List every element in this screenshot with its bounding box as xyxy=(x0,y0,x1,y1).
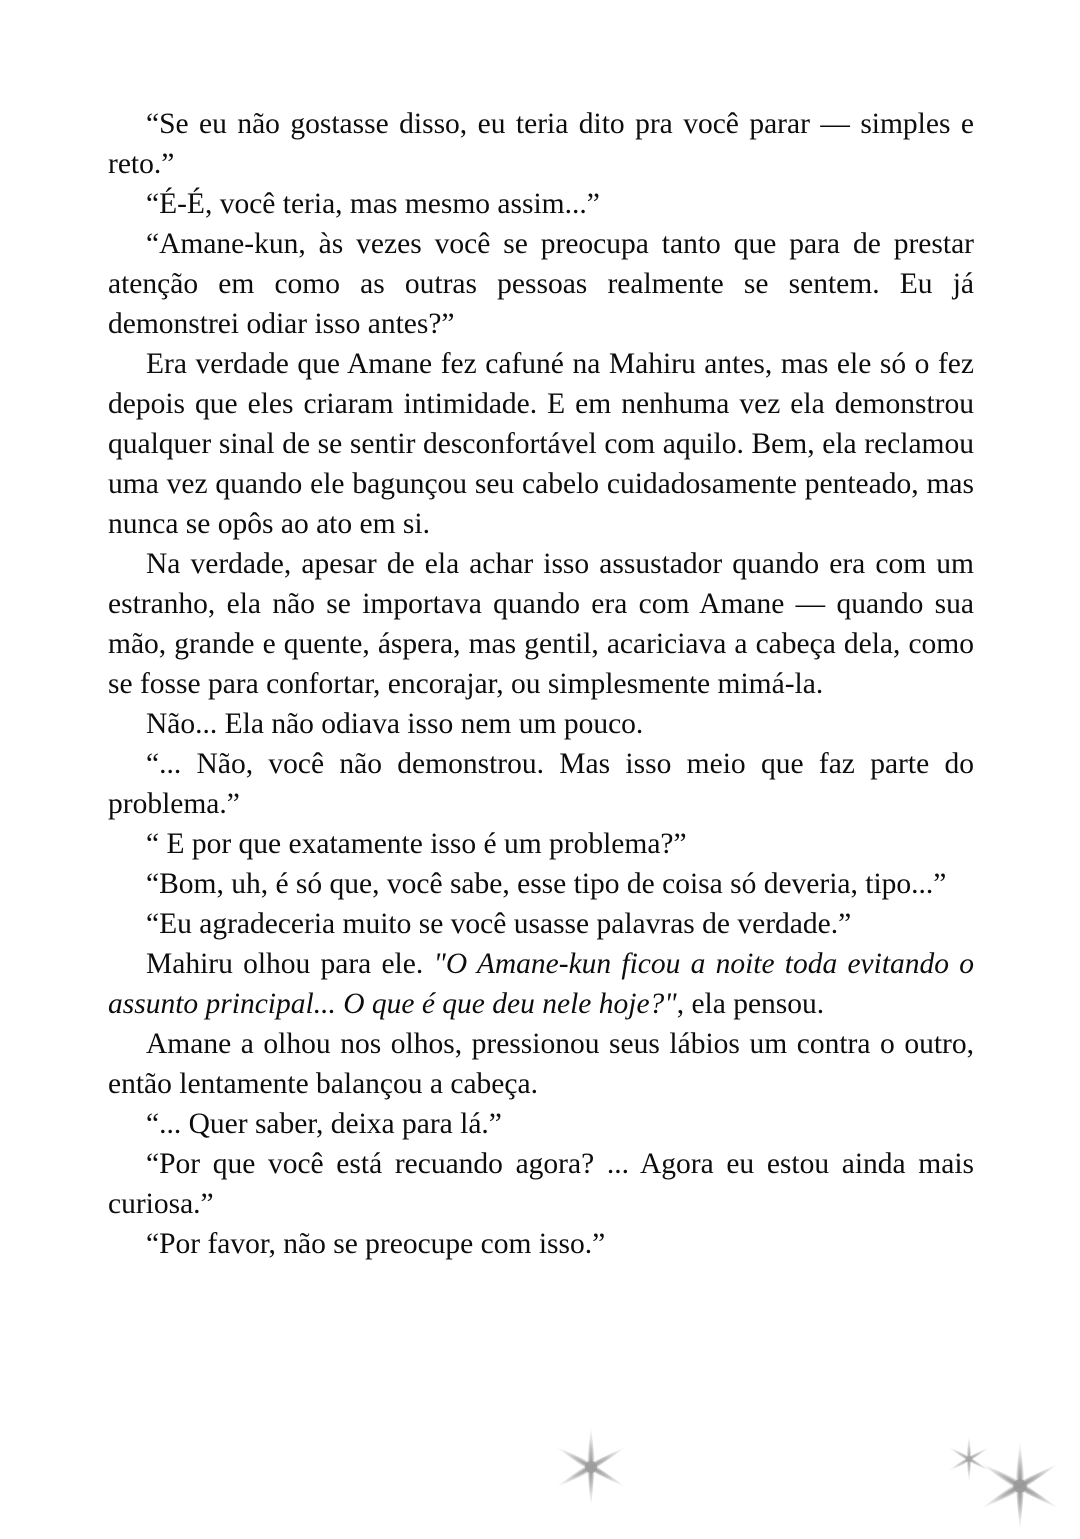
paragraph: “Por favor, não se preocupe com isso.” xyxy=(146,1228,606,1260)
page-text-block xyxy=(108,104,974,1264)
paragraph: Na verdade, apesar de ela achar isso assustador quando era com um estranho, ela não se importava quando era com Amane — quando sua mão, grande e quente, áspera, mas gentil, acariciava a cabeça dela, como se fosse para confortar, encorajar, ou simplesmente mimá-la. xyxy=(108,548,974,700)
paragraph: “ E por que exatamente isso é um problema?” xyxy=(146,828,687,860)
sparkle-icon xyxy=(972,1438,1068,1534)
paragraph: “É-É, você teria, mas mesmo assim...” xyxy=(146,188,600,220)
paragraph: Não... Ela não odiava isso nem um pouco. xyxy=(146,708,644,740)
paragraph-tail-text: , ela pensou. xyxy=(676,988,825,1020)
sparkle-icon xyxy=(548,1424,634,1510)
paragraph: “... Não, você não demonstrou. Mas isso meio que faz parte do problema.” xyxy=(108,748,974,820)
paragraph: “Eu agradeceria muito se você usasse palavras de verdade.” xyxy=(146,908,852,940)
sparkle-icon xyxy=(942,1432,996,1486)
paragraph: Era verdade que Amane fez cafuné na Mahiru antes, mas ele só o fez depois que eles criaram intimidade. E em nenhuma vez ela demonstrou qualquer sinal de se sentir desconfortável com aquilo. Bem, ela reclamou uma vez quando ele bagunçou seu cabelo cuidadosamente penteado, mas nunca se opôs ao ato em si. xyxy=(108,348,974,540)
paragraph: “Bom, uh, é só que, você sabe, esse tipo de coisa só deveria, tipo...” xyxy=(146,868,947,900)
paragraph: “Por que você está recuando agora? ... Agora eu estou ainda mais curiosa.” xyxy=(108,1148,974,1220)
paragraph: Amane a olhou nos olhos, pressionou seus lábios um contra o outro, então lentamente balançou a cabeça. xyxy=(108,1028,974,1100)
inner-thought-text: "O Amane-kun ficou a noite toda evitando o assunto principal... O que é que deu nele hoje?" xyxy=(108,948,974,1020)
paragraph: “Se eu não gostasse disso, eu teria dito pra você parar — simples e reto.” xyxy=(108,108,974,180)
paragraph-lead-text: Mahiru olhou para ele. xyxy=(146,948,434,980)
paragraph-with-inner-thought xyxy=(108,944,974,1024)
paragraph: “Amane-kun, às vezes você se preocupa tanto que para de prestar atenção em como as outras pessoas realmente se sentem. Eu já demonstrei odiar isso antes?” xyxy=(108,228,974,340)
paragraph: “... Quer saber, deixa para lá.” xyxy=(146,1108,502,1140)
